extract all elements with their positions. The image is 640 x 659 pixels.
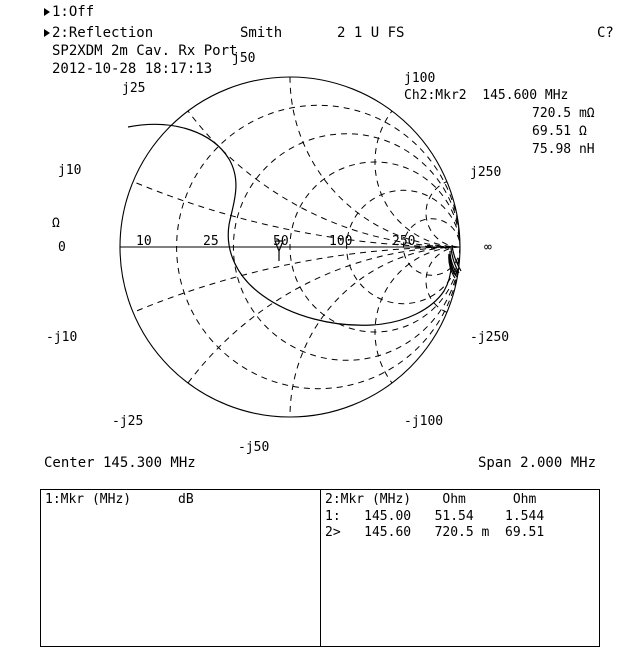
reactance-label-neg-j50: -j50 bbox=[238, 440, 270, 455]
marker-table-2-row-2: 2> 145.60 720.5 m 69.51 bbox=[325, 525, 545, 540]
trace2-label[interactable]: 2:Reflection bbox=[44, 25, 153, 41]
scale-label: 2 1 U FS bbox=[337, 25, 405, 41]
svg-text:50: 50 bbox=[273, 234, 289, 249]
marker-table-2-header: 2:Mkr (MHz) Ohm Ohm bbox=[325, 492, 537, 507]
svg-text:250: 250 bbox=[392, 234, 416, 249]
marker-readout-line1: Ch2:Mkr2 145.600 MHz bbox=[404, 88, 569, 103]
trace2-marker-icon bbox=[44, 29, 50, 37]
reactance-label-j10: j10 bbox=[58, 163, 82, 178]
svg-text:25: 25 bbox=[203, 234, 219, 249]
smith-grid bbox=[0, 55, 640, 455]
reactance-label-neg-j10: -j10 bbox=[46, 330, 78, 345]
span-label: Span 2.000 MHz bbox=[478, 455, 597, 471]
reactance-label-neg-j250: -j250 bbox=[470, 330, 510, 345]
timestamp: 2012-10-28 18:17:13 bbox=[52, 61, 213, 77]
svg-text:0: 0 bbox=[58, 240, 66, 255]
marker-table-2-row-1: 1: 145.00 51.54 1.544 bbox=[325, 509, 545, 524]
marker-table-1-header: 1:Mkr (MHz) dB bbox=[45, 492, 194, 507]
svg-text:Ω: Ω bbox=[52, 216, 60, 231]
correction-label: C? bbox=[597, 25, 614, 41]
format-label: Smith bbox=[240, 25, 283, 41]
reactance-label-j100: j100 bbox=[404, 71, 436, 86]
reactance-label-neg-j100: -j100 bbox=[404, 414, 444, 429]
reactance-label-j50: j50 bbox=[232, 51, 256, 66]
svg-text:10: 10 bbox=[136, 234, 152, 249]
svg-text:∞: ∞ bbox=[484, 240, 492, 255]
marker-table-1[interactable] bbox=[41, 490, 320, 509]
marker-readout-line3: 69.51 Ω bbox=[532, 124, 587, 139]
reactance-label-j25: j25 bbox=[122, 81, 146, 96]
marker-table-2[interactable] bbox=[321, 490, 600, 541]
trace1-marker-icon bbox=[44, 8, 50, 16]
page-title: SP2XDM 2m Cav. Rx Port bbox=[52, 43, 238, 59]
trace1-label[interactable]: 1:Off bbox=[44, 4, 94, 20]
marker-readout-line4: 75.98 nH bbox=[532, 142, 595, 157]
center-frequency-label: Center 145.300 MHz bbox=[44, 455, 196, 471]
svg-text:100: 100 bbox=[329, 234, 353, 249]
smith-chart-svg bbox=[0, 55, 640, 455]
marker-tables[interactable] bbox=[40, 489, 600, 647]
reactance-label-j250: j250 bbox=[470, 165, 502, 180]
reactance-label-neg-j25: -j25 bbox=[112, 414, 144, 429]
marker-readout-line2: 720.5 mΩ bbox=[532, 106, 595, 121]
